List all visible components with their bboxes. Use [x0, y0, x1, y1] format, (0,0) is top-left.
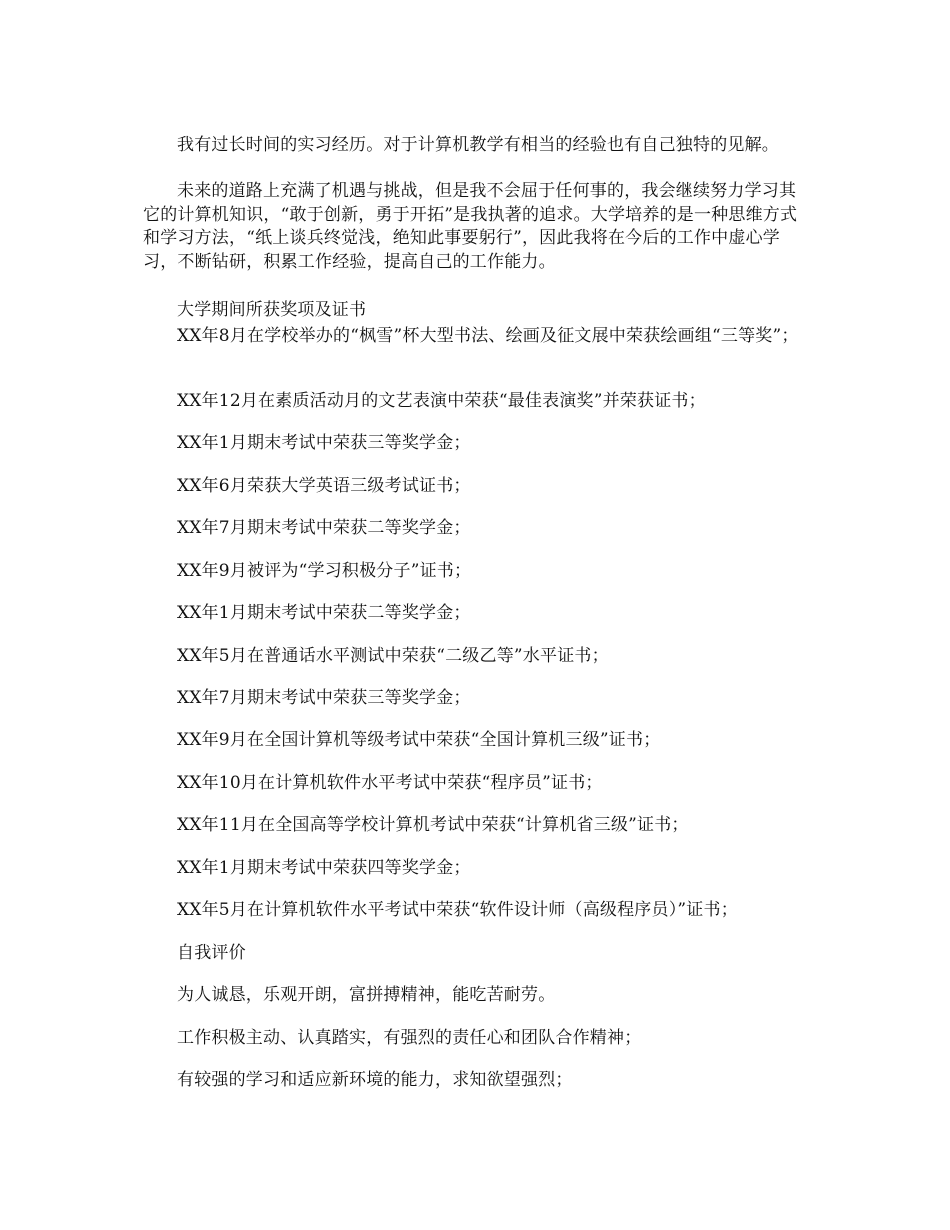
award-item: XX年5月在计算机软件水平考试中荣获“软件设计师（高级程序员）”证书；	[177, 900, 738, 920]
award-item: XX年11月在全国高等学校计算机考试中荣获“计算机省三级”证书；	[177, 815, 689, 835]
award-item: XX年9月在全国计算机等级考试中荣获“全国计算机三级”证书；	[177, 730, 661, 750]
paragraph-future: 未来的道路上充满了机遇与挑战，但是我不会屈于任何事的，我会继续努力学习其它的计算机知识，“敢于创新，勇于开拓”是我执著的追求。大学培养的是一种思维方式和学习方法，“纸上谈兵终觉浅，绝知此事要躬行”，因此我将在今后的工作中虚心学习，不断钻研，积累工作经验，提高自己的工作能力。	[143, 181, 798, 272]
self-evaluation-item: 有较强的学习和适应新环境的能力，求知欲望强烈；	[177, 1070, 573, 1090]
award-item: XX年1月期末考试中荣获二等奖学金；	[177, 603, 471, 623]
section-heading-awards: 大学期间所获奖项及证书	[177, 300, 367, 320]
paragraph-internship: 我有过长时间的实习经历。对于计算机教学有相当的经验也有自己独特的见解。	[177, 135, 779, 155]
award-item: XX年6月荣获大学英语三级考试证书；	[177, 476, 471, 496]
award-item: XX年7月期末考试中荣获二等奖学金；	[177, 518, 471, 538]
award-item: XX年10月在计算机软件水平考试中荣获“程序员”证书；	[177, 773, 603, 793]
award-item: XX年7月期末考试中荣获三等奖学金；	[177, 688, 471, 708]
section-heading-self-evaluation: 自我评价	[177, 943, 246, 963]
award-item: XX年1月期末考试中荣获三等奖学金；	[177, 433, 471, 453]
award-item: XX年12月在素质活动月的文艺表演中荣获“最佳表演奖”并荣获证书；	[177, 391, 706, 411]
self-evaluation-item: 工作积极主动、认真踏实，有强烈的责任心和团队合作精神；	[177, 1028, 642, 1048]
award-item: XX年8月在学校举办的“枫雪”杯大型书法、绘画及征文展中荣获绘画组“三等奖”；	[177, 326, 799, 346]
self-evaluation-item: 为人诚恳，乐观开朗，富拼搏精神，能吃苦耐劳。	[177, 985, 556, 1005]
award-item: XX年5月在普通话水平测试中荣获“二级乙等”水平证书；	[177, 646, 609, 666]
award-item: XX年9月被评为“学习积极分子”证书；	[177, 561, 472, 581]
award-item: XX年1月期末考试中荣获四等奖学金；	[177, 858, 471, 878]
